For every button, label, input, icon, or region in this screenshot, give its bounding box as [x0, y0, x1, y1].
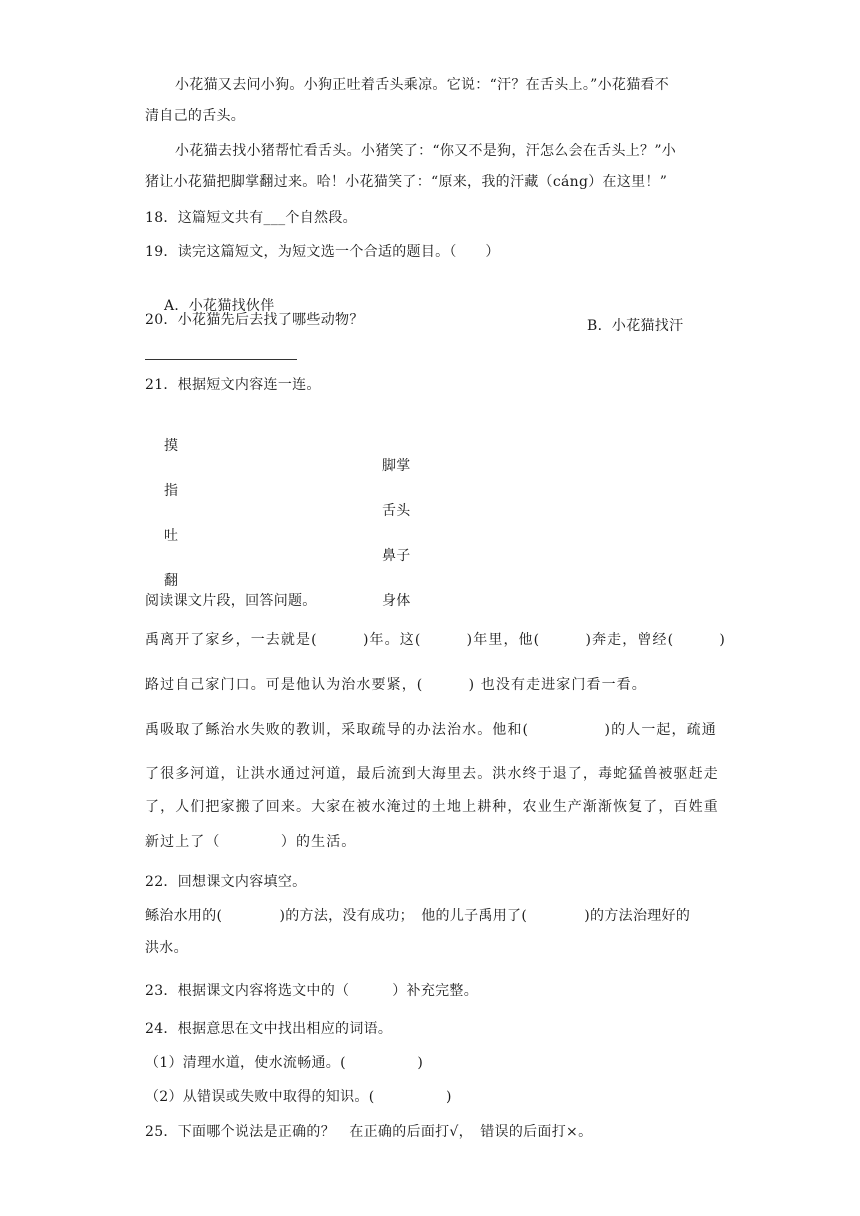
- reading-intro: 阅读课文片段，回答问题。: [145, 593, 317, 609]
- question-22-line: 洪水。: [145, 940, 188, 956]
- question-24-item: （2）从错误或失败中取得的知识。( ): [145, 1089, 452, 1105]
- passage2-line: 禹离开了家乡，一去就是( )年。这( )年里，他( )奔走，曾经( ): [145, 632, 726, 648]
- match-left-item[interactable]: 摸: [164, 438, 179, 454]
- passage1-line: 小花猫又去问小狗。小狗正吐着舌头乘凉。它说：“汗？在舌头上。”小花猫看不: [175, 77, 670, 93]
- passage1-line: 猪让小花猫把脚掌翻过来。哈！小花猫笑了：“原来，我的汗藏（cáng）在这里！”: [145, 174, 668, 190]
- passage1-line: 清自己的舌头。: [145, 108, 246, 124]
- match-right-item[interactable]: 舌头: [382, 503, 411, 519]
- match-right-item[interactable]: 脚掌: [382, 458, 411, 474]
- match-left-item[interactable]: 翻: [164, 573, 179, 589]
- match-right-item[interactable]: 身体: [382, 593, 411, 609]
- question-20: 20．小花猫先后去找了哪些动物？: [145, 312, 364, 328]
- question-18: 18．这篇短文共有___个自然段。: [145, 210, 357, 226]
- question-21: 21．根据短文内容连一连。: [145, 377, 321, 393]
- question-25: 25．下面哪个说法是正确的？ 在正确的后面打√， 错误的后面打×。: [145, 1124, 593, 1140]
- question-24: 24．根据意思在文中找出相应的词语。: [145, 1021, 393, 1037]
- question-22-line: 鲧治水用的( )的方法，没有成功； 他的儿子禹用了( )的方法治理好的: [145, 908, 691, 924]
- passage2-line: 新过上了（ ）的生活。: [145, 834, 357, 850]
- passage2-line: 路过自己家门口。可是他认为治水要紧，( ) 也没有走进家门看一看。: [145, 677, 647, 693]
- match-right-item[interactable]: 鼻子: [382, 548, 411, 564]
- question-19: 19．读完这篇短文，为短文选一个合适的题目。（ ）: [145, 244, 500, 260]
- passage2-line: 了，人们把家搬了回来。大家在被水淹过的土地上耕种，农业生产渐渐恢复了，百姓重: [145, 799, 719, 815]
- answer-line[interactable]: [145, 359, 297, 360]
- question-24-item: （1）清理水道，使水流畅通。( ): [145, 1055, 424, 1071]
- passage2-line: 禹吸取了鲧治水失败的教训，采取疏导的办法治水。他和( )的人一起，疏通: [145, 722, 717, 738]
- match-left-item[interactable]: 吐: [164, 528, 179, 544]
- option-a[interactable]: A．小花猫找伙伴: [164, 298, 275, 314]
- question-22: 22．回想课文内容填空。: [145, 874, 307, 890]
- question-23: 23．根据课文内容将选文中的（ ）补充完整。: [145, 983, 479, 999]
- passage2-line: 了很多河道，让洪水通过河道，最后流到大海里去。洪水终于退了，毒蛇猛兽被驱赶走: [145, 766, 719, 782]
- passage1-line: 小花猫去找小猪帮忙看舌头。小猪笑了：“你又不是狗，汗怎么会在舌头上？”小: [175, 143, 677, 159]
- option-b[interactable]: B．小花猫找汗: [587, 318, 684, 334]
- match-left-item[interactable]: 指: [164, 483, 179, 499]
